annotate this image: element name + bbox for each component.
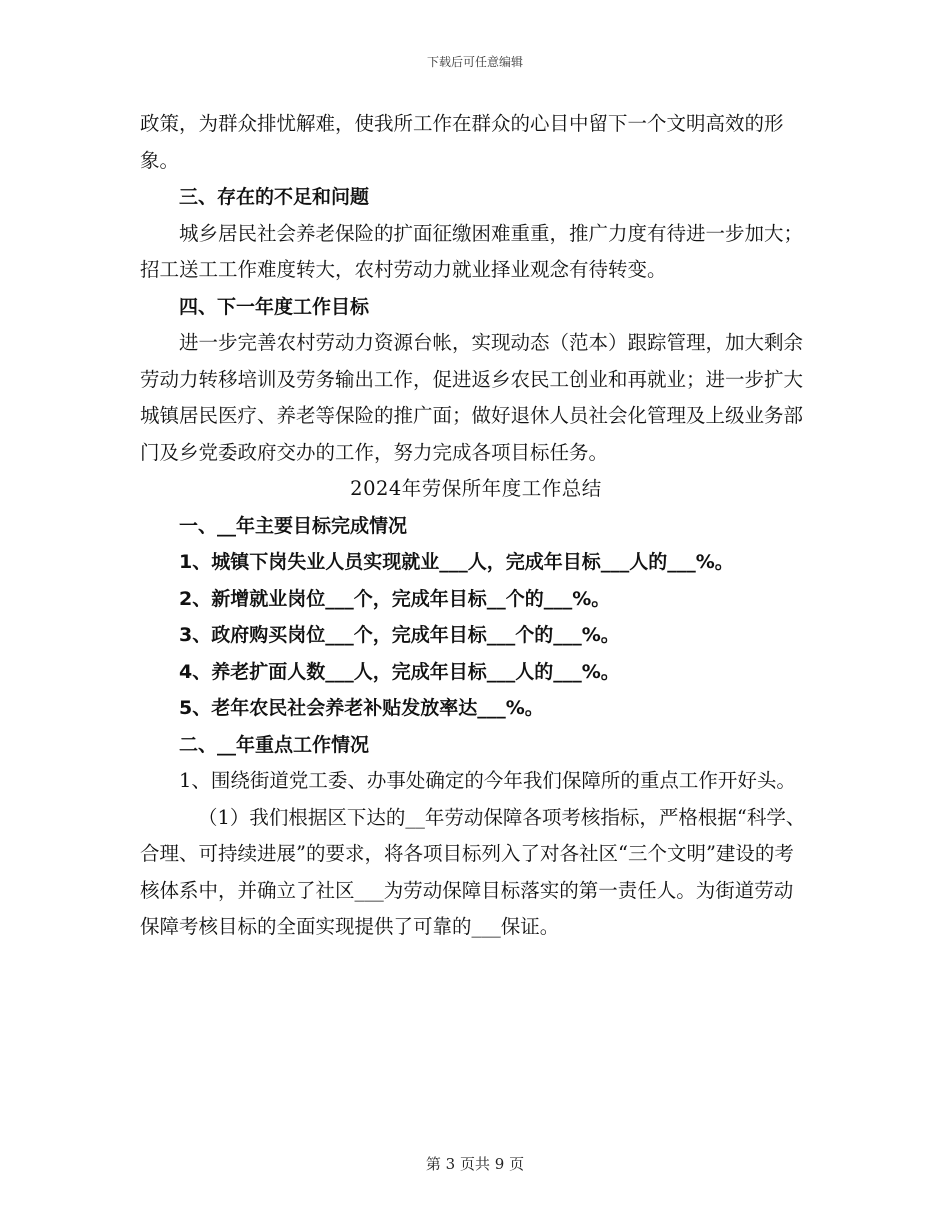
- paragraph: （1）我们根据区下达的__年劳动保障各项考核指标，严格根据“科学、合理、可持续进展”的要求，将各项目标列入了对各社区“三个文明”建设的考核体系中，并确立了社区___为劳动保障目标落实的第一责任人。为街道劳动保障考核目标的全面实现提供了可靠的___保证。: [140, 805, 806, 938]
- paragraph: 1、围绕街道党工委、办事处确定的今年我们保障所的重点工作开好头。: [179, 769, 796, 792]
- list-item: 1、城镇下岗失业人员实现就业___人，完成年目标___人的___%。: [179, 551, 734, 573]
- section-heading: 四、下一年度工作目标: [179, 295, 370, 318]
- paragraph: 进一步完善农村劳动力资源台帐，实现动态（范本）跟踪管理，加大剩余劳动力转移培训及劳务输出工作，促进返乡农民工创业和再就业；进一步扩大城镇居民医疗、养老等保险的推广面；做好退休人员社会化管理及上级业务部门及乡党委政府交办的工作，努力完成各项目标任务。: [140, 331, 804, 464]
- page-footer: 第 3 页共 9 页: [425, 1155, 525, 1173]
- section-heading: 二、__年重点工作情况: [179, 733, 370, 756]
- paragraph: 政策，为群众排忧解难，使我所工作在群众的心目中留下一个文明高效的形象。: [140, 112, 784, 172]
- section-heading: 三、存在的不足和问题: [179, 186, 370, 208]
- document-title: 2024年劳保所年度工作总结: [350, 477, 602, 500]
- section-heading: 一、__年主要目标完成情况: [179, 514, 408, 537]
- list-item: 3、政府购买岗位___个，完成年目标___个的___%。: [179, 624, 620, 646]
- list-item: 5、老年农民社会养老补贴发放率达___%。: [179, 697, 544, 719]
- list-item: 2、新增就业岗位___个，完成年目标__个的___%。: [179, 587, 611, 610]
- paragraph: 城乡居民社会养老保险的扩面征缴困难重重，推广力度有待进一步加大；招工送工工作难度转大，农村劳动力就业择业观念有待转变。: [140, 221, 804, 281]
- page-header: 下载后可任意编辑: [426, 55, 523, 69]
- list-item: 4、养老扩面人数___人，完成年目标___人的___%。: [179, 660, 620, 683]
- document-body: [140, 106, 812, 946]
